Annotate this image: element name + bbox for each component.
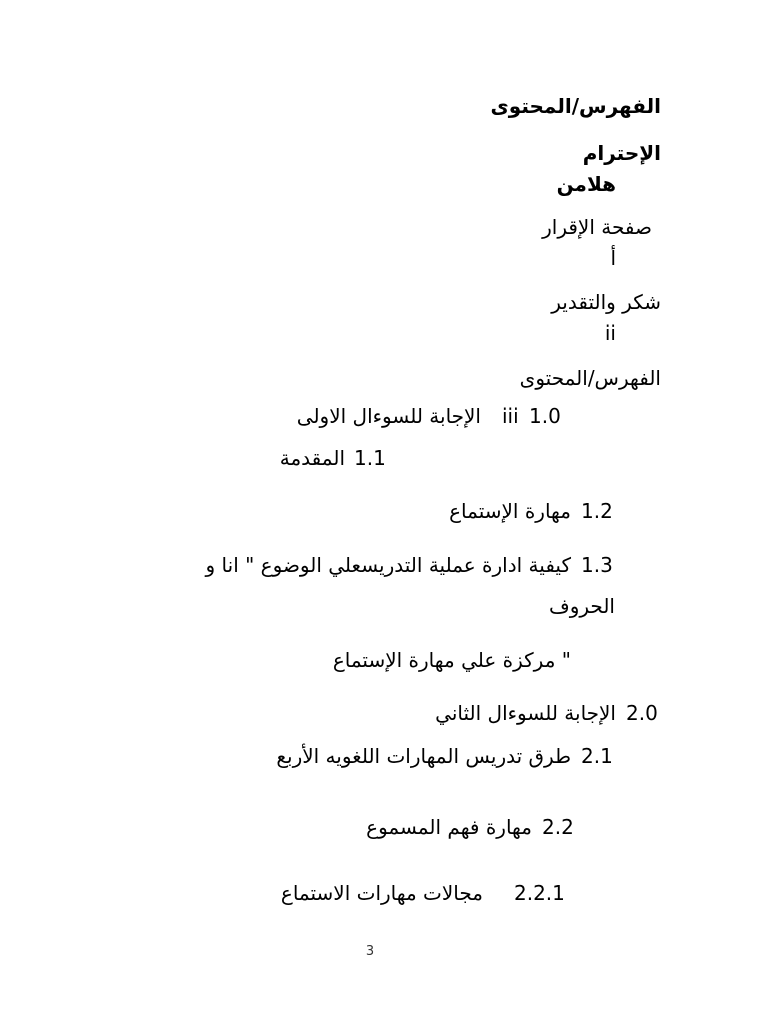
- thanks-label: شكر والتقدير: [551, 290, 661, 314]
- toc-item-2-2-1-number: 2.2.1: [514, 881, 565, 905]
- respect-value: هلامن: [556, 172, 616, 196]
- respect-label: الإحترام: [582, 141, 661, 165]
- toc-item-1-2-number: 1.2: [581, 499, 613, 523]
- contents-label: الفهرس/المحتوى: [519, 366, 661, 390]
- toc-item-2-0-number: 2.0: [626, 701, 658, 725]
- toc-item-1-3-subtitle: " مركزة علي مهارة الإستماع: [332, 648, 571, 672]
- declaration-label: صفحة الإقرار: [542, 215, 652, 239]
- toc-item-1-3-text: كيفية ادارة عملية التدريسعلي الوضوع " انا و: [205, 553, 571, 577]
- toc-item-2-2-1-text: مجالات مهارات الاستماع: [280, 881, 483, 905]
- toc-item-2-2-text: مهارة فهم المسموع: [366, 815, 532, 839]
- toc-item-1-0-page: iii: [502, 404, 519, 428]
- toc-item-2-1-number: 2.1: [581, 744, 613, 768]
- page-title: الفهرس/المحتوى: [490, 94, 661, 118]
- toc-item-1-1-number: 1.1: [354, 446, 386, 470]
- toc-item-1-3-text-continued: الحروف: [549, 594, 615, 618]
- toc-item-1-1-text: المقدمة: [279, 446, 345, 470]
- toc-item-2-1-text: طرق تدريس المهارات اللغويه الأربع: [276, 744, 571, 768]
- toc-item-1-2-text: مهارة الإستماع: [449, 499, 571, 523]
- thanks-page: ii: [604, 321, 616, 345]
- declaration-page: أ: [610, 246, 616, 270]
- toc-item-1-3-number: 1.3: [581, 553, 613, 577]
- toc-item-1-0-text: الإجابة للسوءال الاولى: [296, 404, 481, 428]
- toc-item-1-0-number: 1.0: [529, 404, 561, 428]
- toc-item-2-0-text: الإجابة للسوءال الثاني: [435, 701, 616, 725]
- page-number: 3: [365, 944, 375, 959]
- toc-item-2-2-number: 2.2: [542, 815, 574, 839]
